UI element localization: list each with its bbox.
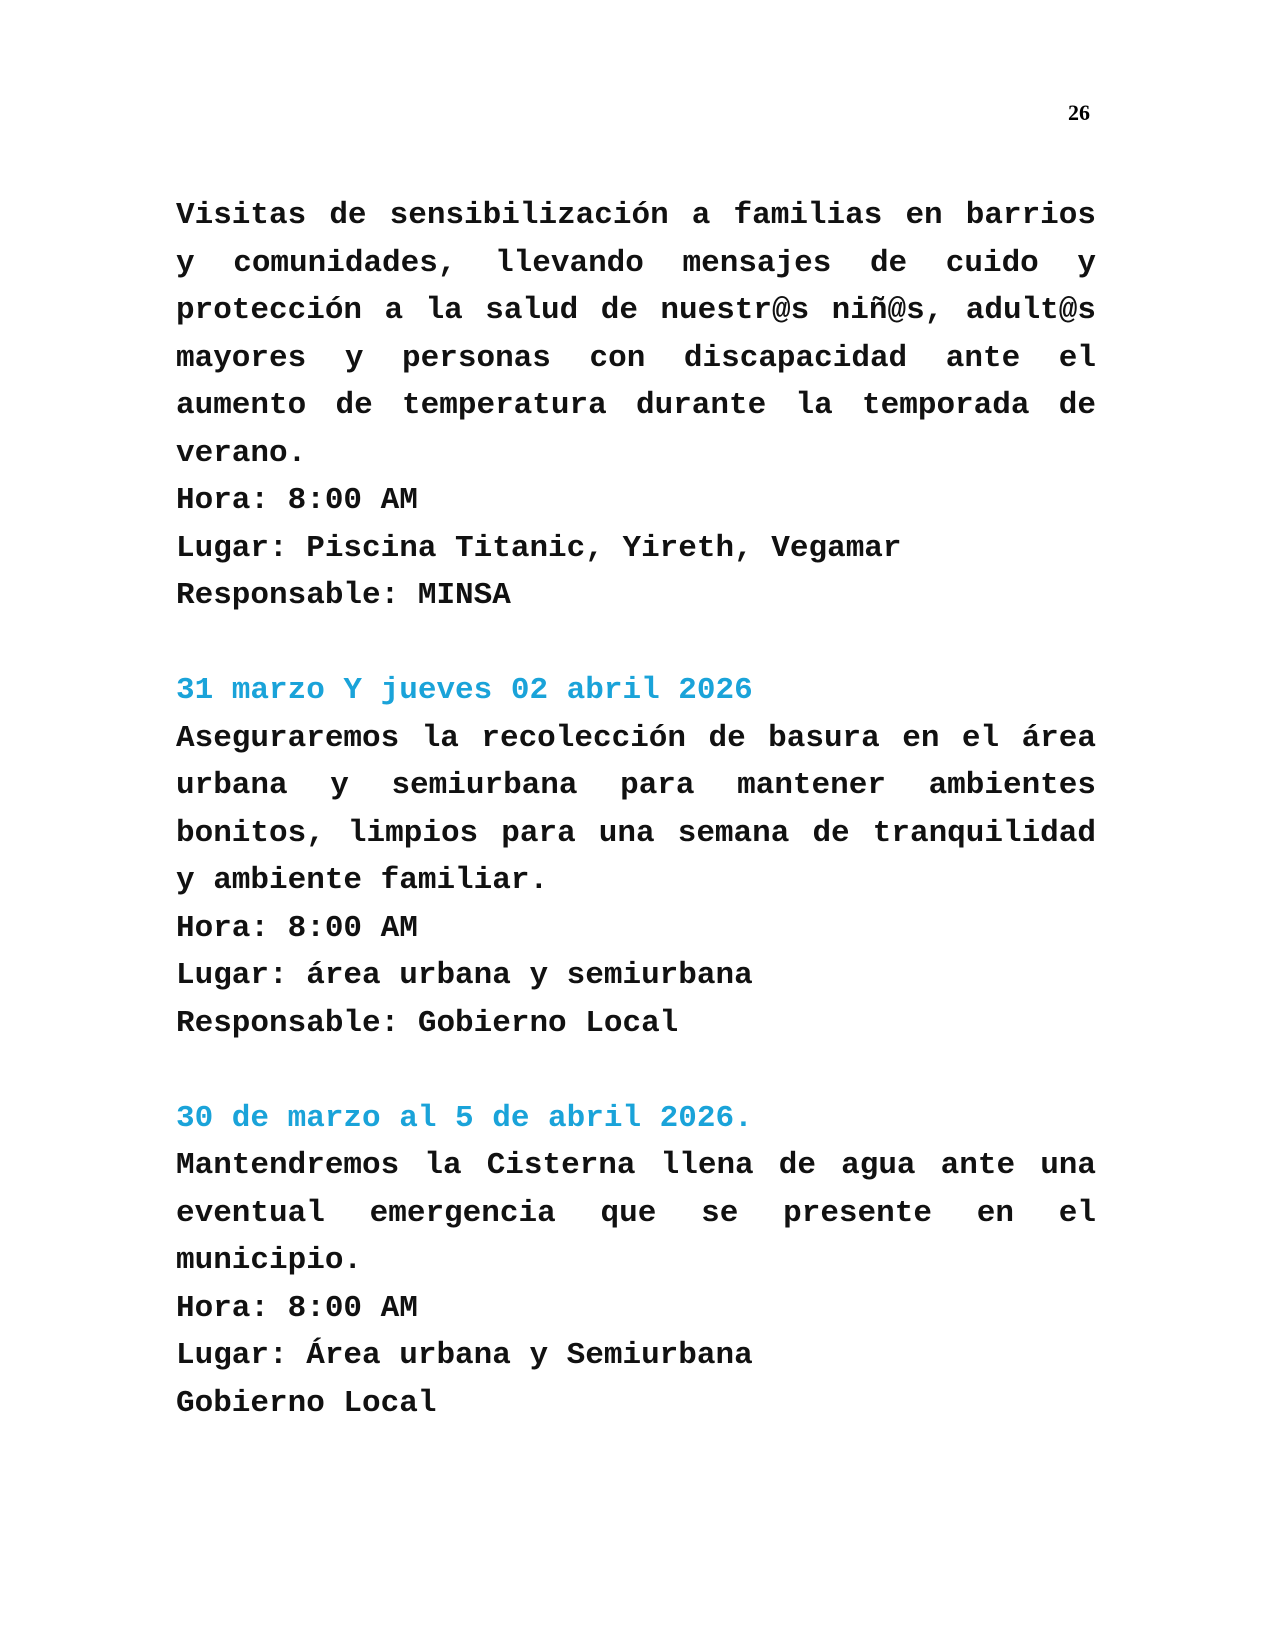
activity-responsible: Responsable: Gobierno Local — [176, 1005, 679, 1041]
activity-time: Hora: 8:00 AM — [176, 910, 418, 946]
activity-date: 30 de marzo al 5 de abril 2026. — [176, 1100, 753, 1136]
activity-place: Lugar: área urbana y semiurbana — [176, 958, 753, 993]
activity-place: Lugar: Área urbana y Semiurbana — [176, 1338, 753, 1373]
activity-responsible: Gobierno Local — [176, 1385, 437, 1421]
activity-time: Hora: 8:00 AM — [176, 483, 418, 518]
activity-time: Hora: 8:00 AM — [176, 1290, 418, 1326]
activity-garbage-collection — [176, 667, 1096, 1047]
activity-place: Lugar: Piscina Titanic, Yireth, Vegamar — [176, 530, 902, 566]
activity-responsible: Responsable: MINSA — [176, 578, 511, 613]
activity-description: Visitas de sensibilización a familias en barrios y comunidades, llevando mensajes de cuido y protección a la salud de nuestr@s niñ@s, adult@s mayores y personas con discapacidad ante el aumento de temperatura durante la temporada de verano. — [176, 198, 1096, 471]
activity-date: 31 marzo Y jueves 02 abril 2026 — [176, 673, 753, 708]
document-body — [176, 192, 1096, 1427]
activity-description: Mantendremos la Cisterna llena de agua ante una eventual emergencia que se presente en el municipio. — [176, 1148, 1096, 1278]
activity-description: Aseguraremos la recolección de basura en el área urbana y semiurbana para mantener ambientes bonitos, limpios para una semana de tranquilidad y ambiente familiar. — [176, 720, 1096, 898]
page-number: 26 — [1068, 100, 1090, 125]
activity-minsa — [176, 192, 1096, 620]
activity-water-tank — [176, 1095, 1096, 1428]
